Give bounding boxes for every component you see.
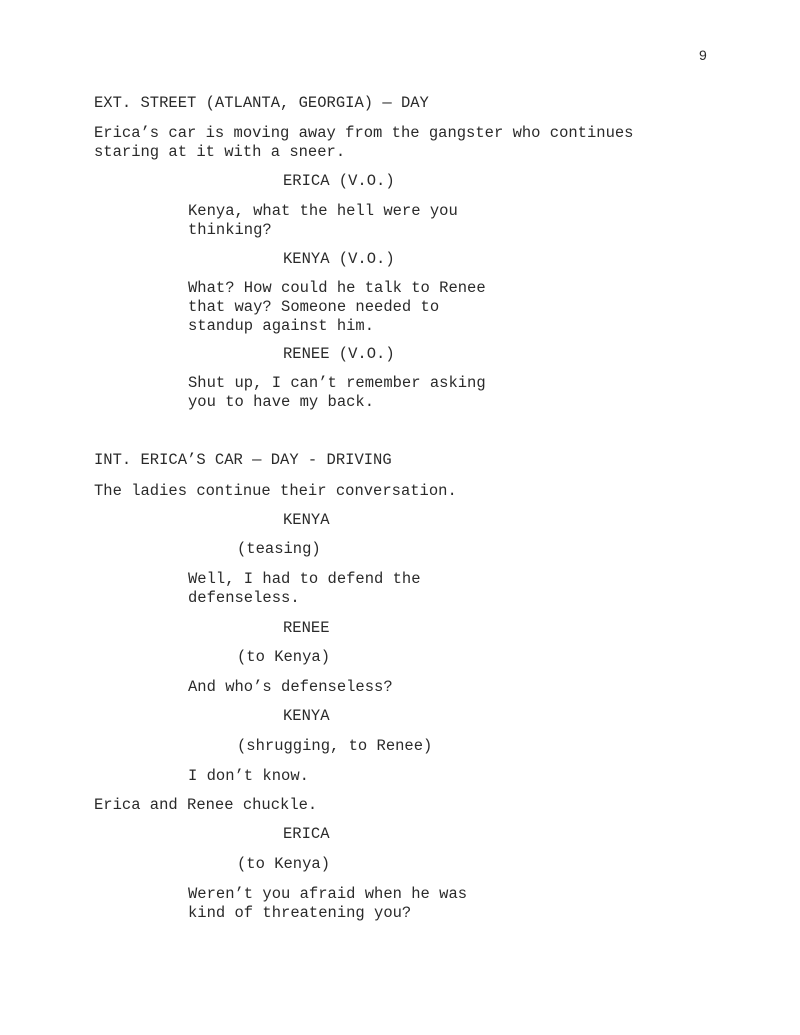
scene-heading: EXT. STREET (ATLANTA, GEORGIA) — DAY: [94, 94, 429, 112]
dialogue: Well, I had to defend the defenseless.: [188, 570, 421, 607]
action-line: The ladies continue their conversation.: [94, 482, 457, 500]
parenthetical: (to Kenya): [237, 855, 331, 873]
dialogue: Weren’t you afraid when he was kind of threatening you?: [188, 885, 468, 922]
parenthetical: (to Kenya): [237, 648, 331, 666]
character-name: RENEE: [283, 619, 330, 637]
character-name: RENEE (V.O.): [283, 345, 395, 363]
character-name: KENYA: [283, 707, 330, 725]
page-number: 9: [699, 47, 707, 63]
character-name: KENYA (V.O.): [283, 250, 395, 268]
dialogue: What? How could he talk to Renee that way? Someone needed to standup against him.: [188, 279, 486, 335]
dialogue: And who’s defenseless?: [188, 678, 393, 696]
character-name: KENYA: [283, 511, 330, 529]
character-name: ERICA (V.O.): [283, 172, 395, 190]
action-line: Erica and Renee chuckle.: [94, 796, 318, 814]
scene-heading: INT. ERICA’S CAR — DAY - DRIVING: [94, 451, 392, 469]
action-line: Erica’s car is moving away from the gangster who continues staring at it with a sneer.: [94, 124, 634, 161]
parenthetical: (teasing): [237, 540, 321, 558]
parenthetical: (shrugging, to Renee): [237, 737, 433, 755]
dialogue: Kenya, what the hell were you thinking?: [188, 202, 458, 239]
character-name: ERICA: [283, 825, 330, 843]
dialogue: Shut up, I can’t remember asking you to have my back.: [188, 374, 486, 411]
dialogue: I don’t know.: [188, 767, 309, 785]
